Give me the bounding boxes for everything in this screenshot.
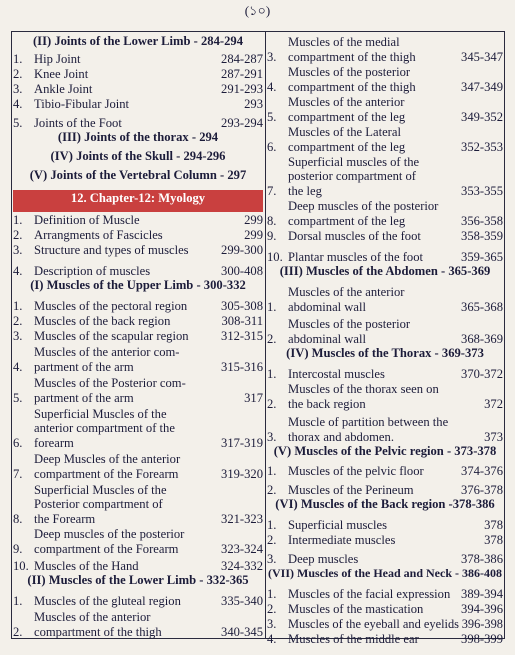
entry-title-line: Deep muscles [288, 551, 359, 566]
toc-entry[interactable] [267, 547, 503, 566]
entry-title-line: Muscles of the posterior [288, 317, 411, 331]
entry-title-line: Muscles of the middle ear [288, 631, 419, 646]
entry-title-line: Arrangments of Fascicles [34, 227, 163, 242]
toc-entry[interactable] [13, 328, 263, 343]
toc-entry[interactable] [13, 313, 263, 328]
section-heading: (II) Joints of the Lower Limb - 284-294 [32, 34, 243, 48]
entry-title-line: Plantar muscles of the foot [288, 249, 424, 264]
toc-entry[interactable] [13, 526, 263, 556]
entry-title-line: Muscles of the medial [288, 35, 400, 49]
entry-title [288, 533, 484, 548]
entry-pages: 312-315 [221, 328, 263, 343]
entry-title [288, 367, 461, 382]
right-column [267, 34, 503, 646]
entry-number: 6. [267, 139, 277, 154]
entry-number: 2. [13, 227, 23, 242]
entry-title [288, 155, 461, 199]
entry-pages: 373 [484, 429, 503, 444]
entry-title [288, 65, 461, 94]
entry-number: 4. [13, 263, 23, 278]
entry-title-line: Muscles of the Perineum [288, 482, 414, 497]
entry-title [288, 632, 461, 647]
left-column [13, 34, 263, 639]
entry-title-line: Hip Joint [34, 51, 81, 66]
entry-number: 3. [267, 49, 277, 64]
toc-entry[interactable] [13, 81, 263, 96]
entry-title-line: Superficial Muscles of the [34, 406, 167, 421]
entry-number: 8. [13, 511, 23, 526]
entry-pages: 378 [484, 517, 503, 532]
entry-title-line: Posterior compartment of [34, 497, 163, 511]
entry-pages: 358-359 [461, 228, 503, 243]
entry-number: 10. [267, 249, 283, 264]
entry-title [34, 97, 244, 112]
entry-title-line: Muscles of the anterior [288, 285, 405, 299]
entry-title-line: Muscles of the facial expression [288, 586, 451, 601]
entry-title-line: Dorsal muscles of the foot [288, 228, 421, 243]
entry-pages: 345-347 [461, 49, 503, 64]
entry-number: 4. [267, 631, 277, 646]
entry-title-line: compartment of the thigh [34, 624, 162, 639]
entry-number: 5. [13, 115, 23, 130]
toc-entry[interactable] [13, 242, 263, 257]
entry-title [288, 464, 461, 479]
entry-pages: 349-352 [461, 109, 503, 124]
toc-entry[interactable] [267, 532, 503, 547]
entry-number: 2. [13, 624, 23, 639]
entry-title-line: Superficial Muscles of the [34, 482, 167, 497]
entry-title [34, 407, 221, 451]
entry-pages: 378-386 [461, 551, 503, 566]
entry-number: 3. [267, 429, 277, 444]
section-heading: (I) Muscles of the Upper Limb - 300-332 [30, 278, 246, 292]
toc-entry[interactable] [13, 608, 263, 639]
entry-number: 4. [267, 79, 277, 94]
toc-entry[interactable] [267, 124, 503, 154]
section-heading: (VI) Muscles of the Back region -378-386 [275, 497, 495, 511]
entry-title-line: Muscle of partition between the [288, 415, 449, 429]
column-divider [265, 31, 266, 639]
entry-pages: 352-353 [461, 139, 503, 154]
entry-number: 9. [267, 228, 277, 243]
section-heading: (III) Joints of the thorax - 294 [57, 130, 219, 144]
entry-title-line: compartment of the leg [288, 139, 406, 154]
entry-number: 3. [13, 81, 23, 96]
entry-pages: 299 [244, 227, 263, 242]
entry-number: 1. [13, 51, 23, 66]
entry-title [34, 527, 221, 556]
entry-pages: 368-369 [461, 331, 503, 346]
entry-pages: 365-368 [461, 299, 503, 314]
entry-title-line: Joints of the Foot [34, 115, 122, 130]
entry-number: 5. [13, 390, 23, 405]
entry-title [34, 116, 221, 131]
entry-title-line: compartment of the thigh [288, 49, 416, 64]
toc-entry[interactable] [267, 228, 503, 243]
entry-title-line: Superficial muscles [288, 517, 387, 532]
entry-title-line: Muscles of the mastication [288, 601, 424, 616]
entry-title [288, 317, 461, 346]
entry-pages: 372 [484, 396, 503, 411]
entry-number: 1. [13, 298, 23, 313]
toc-entry[interactable] [267, 631, 503, 646]
section-heading: (IV) Muscles of the Thorax - 369-373 [286, 346, 484, 360]
toc-entry[interactable] [267, 314, 503, 346]
entry-title-line: Muscles of the eyeball and eyelids [288, 616, 460, 631]
entry-pages: 293 [244, 96, 263, 111]
entry-title-line: Tibio-Fibular Joint [34, 96, 130, 111]
toc-entry[interactable] [13, 257, 263, 278]
entry-title-line: thorax and abdomen. [288, 429, 394, 444]
toc-entry[interactable] [267, 34, 503, 64]
entry-title-line: Intercostal muscles [288, 366, 385, 381]
entry-pages: 389-394 [461, 586, 503, 601]
entry-title [288, 285, 461, 314]
entry-title [34, 52, 221, 67]
entry-title [34, 594, 221, 609]
toc-entry[interactable] [13, 227, 263, 242]
entry-title-line: compartment of the thigh [288, 79, 416, 94]
entry-pages: 308-311 [221, 313, 263, 328]
entry-title-line: partment of the arm [34, 359, 134, 374]
entry-title [288, 602, 461, 617]
entry-number: 1. [267, 463, 277, 478]
entry-number: 1. [267, 366, 277, 381]
entry-title-line: anterior compartment of the [34, 421, 175, 435]
entry-title-line: Structure and types of muscles [34, 242, 189, 257]
toc-entry[interactable] [267, 616, 503, 631]
entry-number: 7. [267, 183, 277, 198]
entry-title-line: Deep muscles of the posterior [34, 527, 185, 541]
entry-title [34, 264, 221, 279]
entry-title-line: compartment of the leg [288, 213, 406, 228]
section-heading: (III) Muscles of the Abdomen - 365-369 [279, 264, 491, 278]
entry-number: 1. [13, 593, 23, 608]
entry-pages: 353-355 [461, 183, 503, 198]
entry-title-line: the Forearm [34, 511, 96, 526]
entry-title [34, 376, 244, 405]
entry-number: 3. [267, 551, 277, 566]
entry-title [288, 518, 484, 533]
entry-pages: 376-378 [461, 482, 503, 497]
entry-title-line: posterior compartment of [288, 169, 416, 183]
entry-number: 9. [13, 541, 23, 556]
entry-title-line: forearm [34, 435, 74, 450]
entry-pages: 321-323 [221, 511, 263, 526]
entry-title [288, 587, 461, 602]
section-heading: (VII) Muscles of the Head and Neck - 386-408 [268, 566, 502, 580]
entry-title-line: Muscles of the thorax seen on [288, 382, 439, 396]
entry-pages: 284-287 [221, 51, 263, 66]
entry-pages: 291-293 [221, 81, 263, 96]
toc-entry[interactable] [267, 381, 503, 411]
entry-title-line: Description of muscles [34, 263, 151, 278]
entry-number: 1. [267, 517, 277, 532]
entry-title [288, 199, 461, 228]
section-heading: (II) Muscles of the Lower Limb - 332-365 [27, 573, 249, 587]
entry-pages: 317 [244, 390, 263, 405]
entry-title-line: Muscles of the anterior [288, 95, 405, 109]
entry-pages: 300-408 [221, 263, 263, 278]
toc-entry[interactable] [13, 343, 263, 374]
entry-number: 4. [13, 359, 23, 374]
toc-entry[interactable] [13, 450, 263, 481]
toc-entry[interactable] [267, 411, 503, 444]
entry-number: 3. [13, 328, 23, 343]
toc-entry[interactable] [13, 66, 263, 81]
entry-pages: 356-358 [461, 213, 503, 228]
entry-title-line: Knee Joint [34, 66, 89, 81]
entry-title-line: the leg [288, 183, 322, 198]
entry-number: 10. [13, 558, 29, 573]
entry-title [288, 617, 462, 632]
entry-title-line: compartment of the Forearm [34, 466, 179, 481]
entry-title-line: Muscles of the Posterior com- [34, 376, 186, 390]
toc-entry[interactable] [13, 481, 263, 526]
entry-pages: 323-324 [221, 541, 263, 556]
entry-pages: 340-345 [221, 624, 263, 639]
entry-number: 1. [267, 299, 277, 314]
entry-title [34, 610, 221, 639]
entry-title [288, 483, 461, 498]
toc-entry[interactable] [13, 212, 263, 227]
page-number: (১০) [244, 3, 271, 18]
entry-title [34, 67, 221, 82]
entry-title [34, 228, 244, 243]
toc-entry[interactable] [267, 366, 503, 381]
toc-entry[interactable] [267, 478, 503, 497]
entry-title [34, 299, 221, 314]
entry-pages: 293-294 [221, 115, 263, 130]
entry-title [288, 250, 461, 265]
entry-title-line: Muscles of the back region [34, 313, 171, 328]
entry-pages: 398-399 [461, 631, 503, 646]
chapter-banner: 12. Chapter-12: Myology [13, 190, 263, 212]
entry-pages: 370-372 [461, 366, 503, 381]
toc-entry[interactable] [13, 96, 263, 111]
entry-title-line: Deep Muscles of the anterior [34, 452, 181, 466]
entry-pages: 305-308 [221, 298, 263, 313]
entry-title [288, 552, 461, 567]
toc-entry[interactable] [267, 517, 503, 532]
entry-title [288, 382, 484, 411]
entry-title-line: partment of the arm [34, 390, 134, 405]
entry-title [34, 82, 221, 97]
entry-pages: 299-300 [221, 242, 263, 257]
entry-title [34, 559, 221, 574]
entry-pages: 299 [244, 212, 263, 227]
entry-pages: 394-396 [461, 601, 503, 616]
toc-entry[interactable] [13, 556, 263, 573]
entry-number: 4. [13, 96, 23, 111]
entry-number: 8. [267, 213, 277, 228]
entry-pages: 315-316 [221, 359, 263, 374]
toc-entry[interactable] [267, 463, 503, 478]
entry-pages: 359-365 [461, 249, 503, 264]
entry-number: 2. [267, 396, 277, 411]
toc-entry[interactable] [267, 284, 503, 314]
entry-title-line: Muscles of the scapular region [34, 328, 189, 343]
section-heading: (V) Muscles of the Pelvic region - 373-378 [273, 444, 497, 458]
entry-pages: 317-319 [221, 435, 263, 450]
entry-title-line: Muscles of the Hand [34, 558, 139, 573]
entry-number: 5. [267, 109, 277, 124]
entry-pages: 335-340 [221, 593, 263, 608]
entry-title [34, 452, 221, 481]
entry-title [288, 125, 461, 154]
toc-entry[interactable] [13, 51, 263, 66]
entry-title-line: Muscles of the anterior [34, 610, 151, 624]
entry-number: 2. [13, 313, 23, 328]
entry-number: 2. [13, 66, 23, 81]
toc-entry[interactable] [13, 111, 263, 130]
entry-number: 6. [13, 435, 23, 450]
entry-title-line: Muscles of the anterior com- [34, 345, 180, 359]
entry-number: 1. [13, 212, 23, 227]
toc-entry[interactable] [267, 154, 503, 198]
toc-entry[interactable] [267, 601, 503, 616]
entry-title-line: Muscles of the posterior [288, 65, 411, 79]
toc-entry[interactable] [267, 198, 503, 228]
entry-pages: 374-376 [461, 463, 503, 478]
toc-entry[interactable] [13, 405, 263, 450]
entry-title-line: Deep muscles of the posterior [288, 199, 439, 213]
entry-title-line: Ankle Joint [34, 81, 93, 96]
entry-number: 3. [13, 242, 23, 257]
entry-number: 2. [267, 331, 277, 346]
toc-entry[interactable] [267, 586, 503, 601]
entry-number: 2. [267, 532, 277, 547]
entry-title [288, 95, 461, 124]
entry-title-line: the back region [288, 396, 366, 411]
entry-pages: 324-332 [221, 558, 263, 573]
entry-title-line: Muscles of the Lateral [288, 125, 401, 139]
entry-title [34, 243, 221, 258]
entry-title-line: Muscles of the pectoral region [34, 298, 188, 313]
entry-title-line: Intermediate muscles [288, 532, 396, 547]
entry-title [288, 229, 461, 244]
entry-title-line: Muscles of the gluteal region [34, 593, 181, 608]
entry-number: 2. [267, 482, 277, 497]
section-heading: (V) Joints of the Vertebral Column - 297 [29, 168, 247, 182]
entry-pages: 347-349 [461, 79, 503, 94]
entry-title-line: Definition of Muscle [34, 212, 140, 227]
entry-title-line: compartment of the leg [288, 109, 406, 124]
entry-number: 7. [13, 466, 23, 481]
entry-number: 3. [267, 616, 277, 631]
section-heading: (IV) Joints of the Skull - 294-296 [50, 149, 226, 163]
entry-number: 1. [267, 586, 277, 601]
toc-entry[interactable] [13, 593, 263, 608]
entry-title [288, 415, 484, 444]
toc-entry[interactable] [267, 243, 503, 264]
entry-title-line: abdominal wall [288, 299, 366, 314]
entry-title [288, 35, 461, 64]
entry-pages: 319-320 [221, 466, 263, 481]
entry-title [34, 213, 244, 228]
toc-entry[interactable] [267, 64, 503, 94]
entry-title-line: abdominal wall [288, 331, 366, 346]
entry-pages: 396-398 [461, 616, 503, 631]
entry-number: 2. [267, 601, 277, 616]
entry-title-line: compartment of the Forearm [34, 541, 179, 556]
entry-pages: 287-291 [221, 66, 263, 81]
entry-title [34, 314, 221, 329]
entry-title-line: Muscles of the pelvic floor [288, 463, 424, 478]
entry-title [34, 483, 221, 527]
entry-title [34, 329, 221, 344]
toc-entry[interactable] [13, 374, 263, 405]
entry-title-line: Superficial muscles of the [288, 154, 420, 169]
toc-entry[interactable] [267, 94, 503, 124]
entry-title [34, 345, 221, 374]
entry-pages: 378 [484, 532, 503, 547]
toc-entry[interactable] [13, 298, 263, 313]
